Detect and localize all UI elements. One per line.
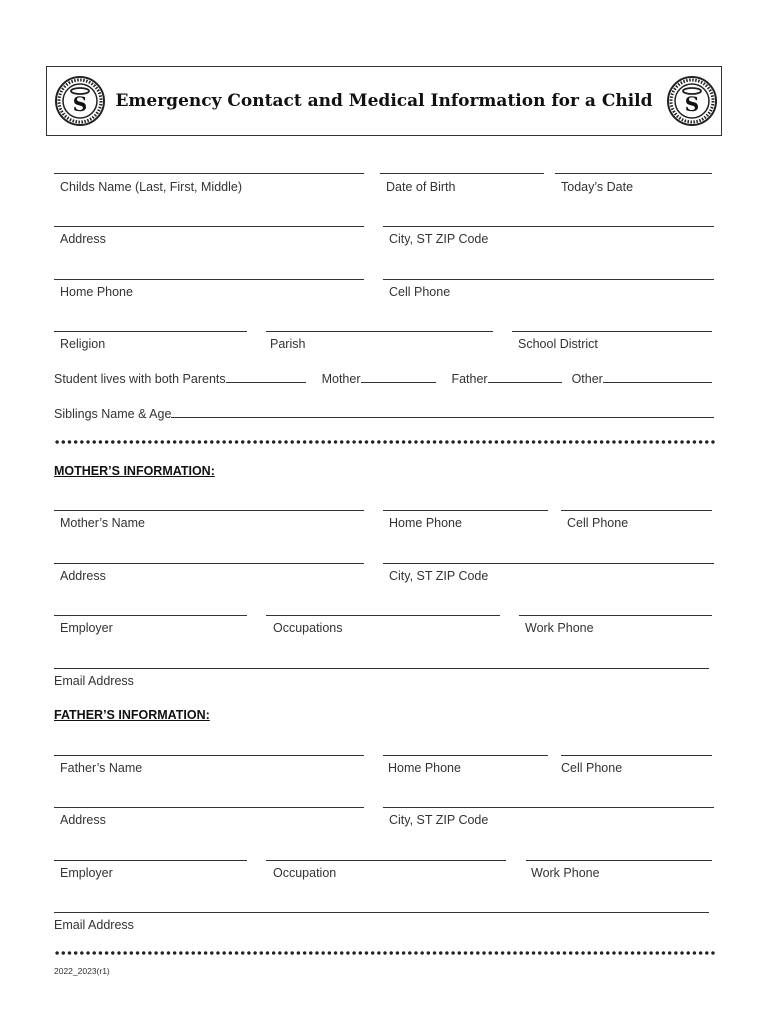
father-home-phone-label: Home Phone [388,761,461,775]
father-address-label: Address [60,813,106,827]
school-district-field[interactable] [512,331,712,332]
child-cell-phone-label: Cell Phone [389,285,451,299]
mother-city-label: City, ST ZIP Code [389,569,489,583]
school-district-label: School District [518,337,598,351]
father-email-field[interactable] [54,912,709,913]
father-section-heading: FATHER’S INFORMATION: [54,708,210,722]
child-name-field[interactable] [54,173,364,174]
father-employer-label: Employer [60,866,113,880]
mother-occupation-field[interactable] [266,615,500,616]
lives-with-mother-label: Mother [321,372,361,386]
father-name-field[interactable] [54,755,364,756]
siblings-label: Siblings Name & Age [54,407,172,421]
father-occupation-field[interactable] [266,860,506,861]
mother-work-phone-field[interactable] [519,615,712,616]
svg-text:S: S [684,92,700,116]
lives-with-both-field[interactable] [226,371,306,383]
mother-name-field[interactable] [54,510,364,511]
siblings-field[interactable] [171,406,714,418]
father-city-field[interactable] [383,807,714,808]
todays-date-label: Today’s Date [561,180,634,194]
svg-text:S: S [72,92,88,116]
mother-section-heading: MOTHER’S INFORMATION: [54,464,215,478]
father-address-field[interactable] [54,807,364,808]
father-home-phone-field[interactable] [383,755,548,756]
dotted-separator-bottom [54,950,716,956]
father-city-label: City, ST ZIP Code [389,813,489,827]
father-employer-field[interactable] [54,860,247,861]
todays-date-field[interactable] [555,173,712,174]
father-cell-phone-field[interactable] [561,755,712,756]
father-work-phone-label: Work Phone [531,866,600,880]
mother-address-field[interactable] [54,563,364,564]
child-city-label: City, ST ZIP Code [389,232,489,246]
lives-with-other-field[interactable] [603,371,712,383]
dob-label: Date of Birth [386,180,456,194]
mother-home-phone-field[interactable] [383,510,548,511]
siblings-row [54,406,714,421]
mother-home-phone-label: Home Phone [389,516,462,530]
parish-label: Parish [270,337,306,351]
dob-field[interactable] [380,173,544,174]
father-work-phone-field[interactable] [526,860,712,861]
religion-label: Religion [60,337,106,351]
child-cell-phone-field[interactable] [383,279,714,280]
father-name-label: Father’s Name [60,761,143,775]
lives-with-row [54,371,712,386]
child-home-phone-field[interactable] [54,279,364,280]
form-title: Emergency Contact and Medical Information for a Child [115,91,653,111]
version-footer: 2022_2023(r1) [54,966,110,976]
lives-with-mother-field[interactable] [361,371,436,383]
child-address-label: Address [60,232,106,246]
school-seal-logo-right [666,75,718,127]
lives-with-label: Student lives with both Parents [54,372,226,386]
child-home-phone-label: Home Phone [60,285,133,299]
lives-with-father-label: Father [451,372,488,386]
mother-city-field[interactable] [383,563,714,564]
child-address-field[interactable] [54,226,364,227]
lives-with-father-field[interactable] [488,371,562,383]
mother-address-label: Address [60,569,106,583]
dotted-separator [54,439,716,445]
father-email-label: Email Address [54,918,134,932]
mother-employer-label: Employer [60,621,113,635]
father-occupation-label: Occupation [273,866,337,880]
mother-cell-phone-label: Cell Phone [567,516,629,530]
mother-occupation-label: Occupations [273,621,343,635]
mother-email-field[interactable] [54,668,709,669]
mother-work-phone-label: Work Phone [525,621,594,635]
header-box [46,66,722,136]
mother-employer-field[interactable] [54,615,247,616]
parish-field[interactable] [266,331,493,332]
mother-name-label: Mother’s Name [60,516,145,530]
mother-email-label: Email Address [54,674,134,688]
mother-cell-phone-field[interactable] [561,510,712,511]
child-city-field[interactable] [383,226,714,227]
lives-with-other-label: Other [571,372,603,386]
father-cell-phone-label: Cell Phone [561,761,623,775]
religion-field[interactable] [54,331,247,332]
child-name-label: Childs Name (Last, First, Middle) [60,180,242,194]
